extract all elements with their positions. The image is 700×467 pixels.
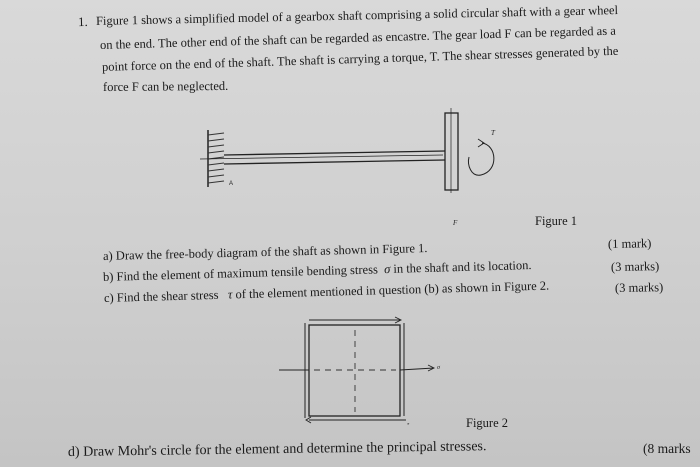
figure-1-diagram — [195, 105, 515, 230]
tau-symbol: τ — [227, 287, 233, 302]
part-b-text-before: b) Find the element of maximum tensile bending stress — [102, 262, 379, 284]
support-label: A — [229, 181, 234, 187]
sigma-symbol: σ — [383, 261, 391, 277]
intro-line-4: force F can be neglected. — [102, 78, 229, 94]
intro-line-2: on the end. The other end of the shaft can be regarded as encastre. The gear load F can be regarded as a — [99, 23, 616, 52]
part-b-text-after: in the shaft and its location. — [393, 258, 532, 276]
figure-2-sigma-label: σ — [437, 365, 440, 371]
part-c-text-before: c) Find the shear stress — [103, 287, 219, 305]
intro-line-3: point force on the end of the shaft. The shaft is carrying a torque, T. The shear stresses generated by the — [101, 43, 619, 74]
part-c-text-after: of the element mentioned in question (b) as shown in Figure 2. — [235, 278, 550, 302]
part-c-marks: (3 marks) — [614, 280, 664, 295]
torque-label: T — [491, 129, 495, 137]
intro-line-1: Figure 1 shows a simplified model of a gearbox shaft comprising a solid circular shaft with a gear wheel — [95, 3, 619, 28]
figure-2-caption: Figure 2 — [466, 416, 509, 430]
figure-1-caption: Figure 1 — [535, 214, 578, 228]
part-a-text-main: a) Draw the free-body diagram of the shaft as shown in Figure 1. — [102, 241, 428, 263]
part-d-text: d) Draw Mohr's circle for the element and determine the principal stresses. — [67, 439, 487, 460]
part-d-marks: (8 marks — [643, 441, 691, 456]
part-b-marks: (3 marks) — [610, 259, 660, 274]
part-a-text — [103, 241, 428, 264]
part-a-marks: (1 mark) — [607, 236, 652, 251]
force-label: F — [453, 219, 458, 227]
figure-2-diagram — [276, 310, 446, 425]
question-number: 1. — [77, 13, 88, 30]
figure-2-tau-label: τ — [407, 422, 410, 425]
